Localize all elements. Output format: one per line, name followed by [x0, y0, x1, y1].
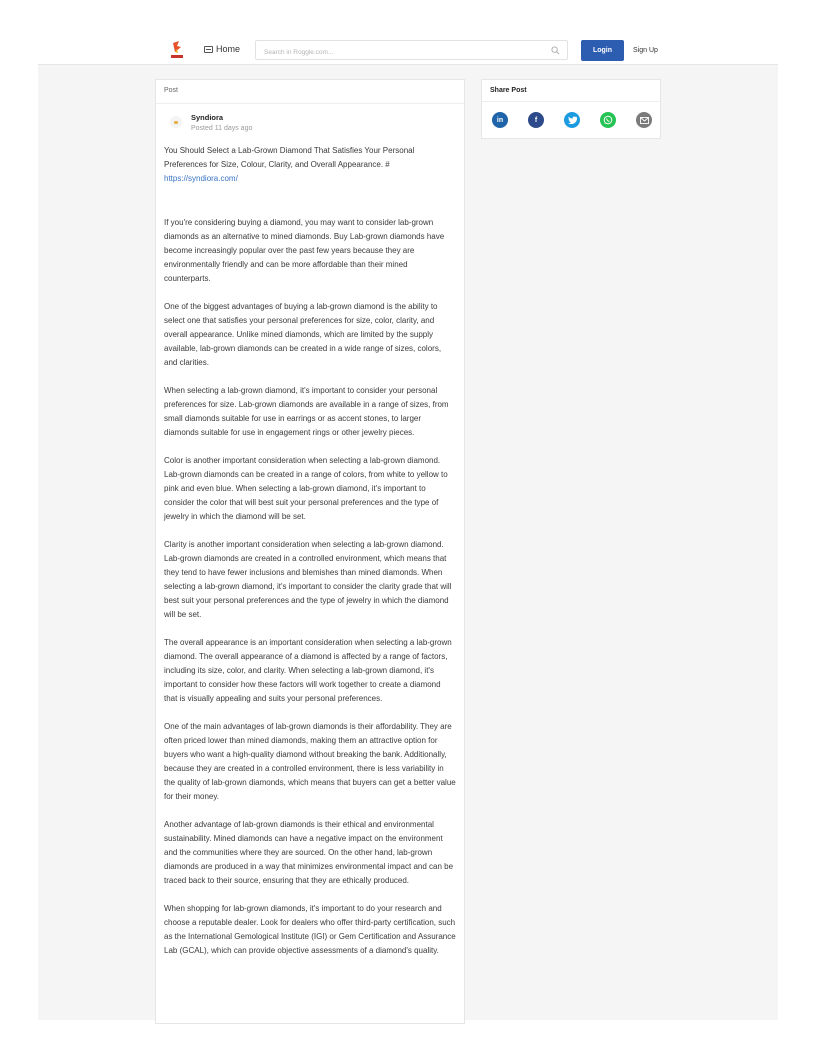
post-paragraph: Color is another important consideration when selecting a lab-grown diamond. Lab-grown diamonds can be created in a range of colors, from white to yellow to pink and even blue. When selecting a lab-grown diamond, it's important to consider the color that will best suit your personal preferences and the type of jewelry in which the diamond will be set.: [164, 456, 448, 521]
post-body: [156, 144, 464, 958]
linkedin-icon: in: [496, 116, 504, 124]
signup-link[interactable]: Sign Up: [633, 47, 658, 54]
share-facebook-button[interactable]: [528, 112, 544, 128]
author-avatar[interactable]: [170, 116, 182, 128]
post-paragraph: If you're considering buying a diamond, you may want to consider lab-grown diamonds as an alternative to mined diamonds. Buy Lab-grown diamonds have become increasingly popular over the past few years because they are environmentally friendly and can be more affordable than their mined counterparts.: [164, 218, 445, 283]
post-paragraph: Another advantage of lab-grown diamonds is their ethical and environmental sustainability. Mined diamonds can have a negative impact on the environment and the communities where they are sourced. On the other hand, lab-grown diamonds are produced in a way that minimizes environmental impact and can be traced back to their source, ensuring that they are ethically produced.: [164, 820, 454, 885]
share-linkedin-button[interactable]: [492, 112, 508, 128]
share-buttons: [492, 112, 652, 128]
home-link[interactable]: [204, 44, 240, 54]
share-card: [481, 79, 661, 139]
whatsapp-icon: [603, 115, 613, 125]
post-paragraph: One of the main advantages of lab-grown diamonds is their affordability. They are often priced lower than mined diamonds, making them an attractive option for buyers who want a high-quality diamond without breaking the bank. Additionally, because they are created in a controlled environment, there is less variability in the quality of lab-grown diamonds, which means that buyers can get a better value for their money.: [164, 722, 456, 801]
post-timestamp: Posted 11 days ago: [191, 125, 253, 132]
post-intro: [164, 144, 456, 186]
post-paragraph: When shopping for lab-grown diamonds, it's important to do your research and choose a reputable dealer. Look for dealers who offer third-party certification, such as the International Gemological Institute (IGI) or Gem Certification and Assurance Lab (GCAL), which can provide objective assessments of a diamond's quality.: [164, 904, 456, 955]
search-box: [255, 40, 568, 60]
top-navbar: [38, 30, 778, 64]
post-paragraph: Clarity is another important consideration when selecting a lab-grown diamond. Lab-grown diamonds are created in a controlled environment, which means that they tend to have fewer inclusions and blemishes than mined diamonds. When selecting a lab-grown diamond, it's important to consider the clarity grade that will best suit your personal preferences and the type of jewelry in which the diamond will be set.: [164, 540, 452, 619]
search-input[interactable]: [256, 44, 544, 62]
home-label: Home: [216, 44, 241, 54]
site-logo[interactable]: [168, 40, 186, 60]
author-name[interactable]: Syndiora: [191, 113, 224, 122]
email-icon: [640, 117, 649, 124]
post-paragraph: One of the biggest advantages of buying a lab-grown diamond is the ability to select one that satisfies your personal preferences for size, color, clarity, and overall appearance. Unlike mined diamonds, which are limited by the supply available, lab-grown diamonds can be created in a wide range of sizes, colors, and clarities.: [164, 302, 442, 367]
post-intro-text: You Should Select a Lab-Grown Diamond That Satisfies Your Personal Preferences for Size, Colour, Clarity, and Overall Appearance. #: [164, 146, 415, 169]
login-button[interactable]: Login: [581, 40, 624, 61]
share-email-button[interactable]: [636, 112, 652, 128]
share-whatsapp-button[interactable]: [600, 112, 616, 128]
twitter-icon: [568, 116, 577, 124]
post-paragraph: The overall appearance is an important consideration when selecting a lab-grown diamond. The overall appearance of a diamond is affected by a range of factors, including its size, color, and clarity. When selecting a lab-grown diamond, it's important to consider how these factors will work together to create a diamond that is visually appealing and suits your personal preferences.: [164, 638, 452, 703]
search-icon[interactable]: [551, 46, 560, 55]
post-intro-link[interactable]: https://syndiora.com/: [164, 174, 238, 183]
post-paragraph: When selecting a lab-grown diamond, it's important to consider your personal preferences for size. Lab-grown diamonds are available in a range of sizes, from small diamonds suitable for use in earrings or as accent stones, to larger diamonds suitable for use in engagement rings or other jewelry pieces.: [164, 386, 449, 437]
post-card-title: Post: [156, 80, 464, 104]
post-author-row: [156, 104, 464, 144]
share-title: Share Post: [482, 80, 660, 102]
share-twitter-button[interactable]: [564, 112, 580, 128]
post-card: [155, 79, 465, 1024]
facebook-icon: f: [534, 116, 538, 124]
home-icon: [204, 46, 213, 53]
